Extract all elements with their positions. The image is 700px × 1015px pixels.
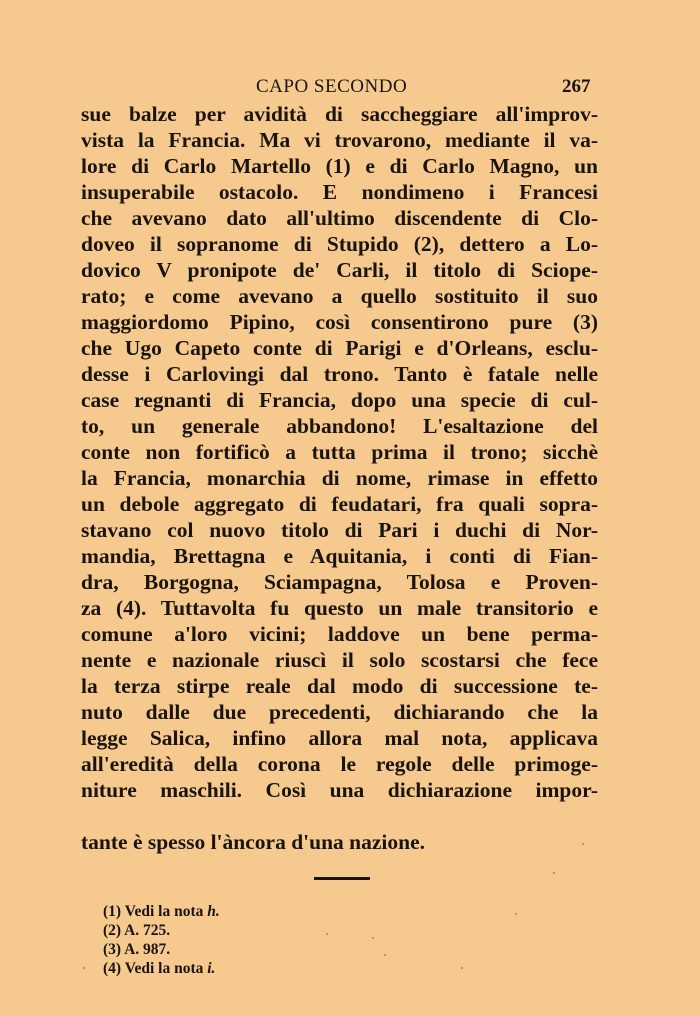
page-number: 267 <box>562 76 591 97</box>
footnote <box>103 941 170 959</box>
text-line: dovico V pronipote de' Carli, il titolo di Sciope- <box>81 258 598 282</box>
footnote-marker: (2) <box>103 922 122 939</box>
footnote-ref: i. <box>207 960 216 977</box>
paper-speck <box>515 913 517 915</box>
footnote <box>103 922 170 940</box>
paper-speck <box>461 967 463 969</box>
text-line: conte non fortificò a tutta prima il trono; sicchè <box>81 440 598 464</box>
text-line: la terza stirpe reale dal modo di successione te- <box>81 674 598 698</box>
footnote <box>103 903 220 921</box>
footnote-text: A. 725. <box>124 922 171 939</box>
paper-speck <box>372 937 374 939</box>
text-line: lore di Carlo Martello (1) e di Carlo Magno, un <box>81 154 598 178</box>
paper-speck <box>83 967 85 969</box>
text-line: all'eredità della corona le regole delle primoge- <box>81 752 598 776</box>
text-line: vista la Francia. Ma vi trovarono, mediante il va- <box>81 128 598 152</box>
text-line: maggiordomo Pipino, così consentirono pure (3) <box>81 310 598 334</box>
text-line: niture maschili. Così una dichiarazione impor- <box>81 778 598 802</box>
text-line: dra, Borgogna, Sciampagna, Tolosa e Proven- <box>81 570 598 594</box>
footnote-marker: (1) <box>103 903 122 920</box>
text-line: la Francia, monarchia di nome, rimase in effetto <box>81 466 598 490</box>
text-line: sue balze per avidità di saccheggiare all'improv- <box>81 102 598 126</box>
text-line: legge Salica, infino allora mal nota, applicava <box>81 726 598 750</box>
text-line: nuto dalle due precedenti, dichiarando che la <box>81 700 598 724</box>
paper-speck <box>384 954 386 956</box>
text-line: rato; e come avevano a quello sostituito il suo <box>81 284 598 308</box>
footnote-marker: (4) <box>103 960 122 977</box>
footnote-ref: h. <box>207 903 220 920</box>
chapter-title: CAPO SECONDO <box>256 76 408 97</box>
text-line: che avevano dato all'ultimo discendente di Clo- <box>81 206 598 230</box>
paper-speck <box>553 872 555 874</box>
footnote-text: Vedi la nota <box>124 960 208 977</box>
footnote-separator <box>314 877 370 880</box>
footnote <box>103 960 215 978</box>
text-line: mandia, Brettagna e Aquitania, i conti di Fian- <box>81 544 598 568</box>
text-line: za (4). Tuttavolta fu questo un male transitorio e <box>81 596 598 620</box>
text-line: nente e nazionale riuscì il solo scostarsi che fece <box>81 648 598 672</box>
footnote-text: Vedi la nota <box>124 903 208 920</box>
running-header <box>0 76 700 102</box>
text-line: che Ugo Capeto conte di Parigi e d'Orleans, esclu- <box>81 336 598 360</box>
text-line: comune a'loro vicini; laddove un bene perma- <box>81 622 598 646</box>
paper-speck <box>582 843 584 845</box>
paper-speck <box>326 933 328 935</box>
text-line: insuperabile ostacolo. E nondimeno i Francesi <box>81 180 598 204</box>
footnote-text: A. 987. <box>124 941 171 958</box>
text-line: case regnanti di Francia, dopo una specie di cul- <box>81 388 598 412</box>
text-line: doveo il sopranome di Stupido (2), dettero a Lo- <box>81 232 598 256</box>
footnote-marker: (3) <box>103 941 122 958</box>
text-line: un debole aggregato di feudatari, fra quali sopra- <box>81 492 598 516</box>
text-line: stavano col nuovo titolo di Pari i duchi di Nor- <box>81 518 598 542</box>
text-line: to, un generale abbandono! L'esaltazione del <box>81 414 598 438</box>
text-line: desse i Carlovingi dal trono. Tanto è fatale nelle <box>81 362 598 386</box>
text-line-last: tante è spesso l'àncora d'una nazione. <box>81 830 426 854</box>
